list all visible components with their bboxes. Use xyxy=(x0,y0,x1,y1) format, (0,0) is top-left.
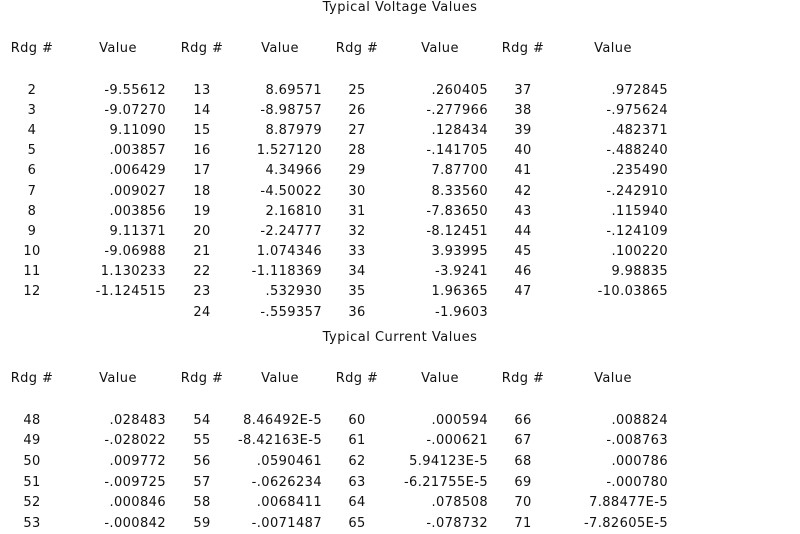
header-value: Value xyxy=(421,370,459,386)
reading-value: -1.9603 xyxy=(435,304,488,320)
reading-number: 3 xyxy=(27,102,37,118)
reading-number: 8 xyxy=(27,203,37,219)
reading-number: 23 xyxy=(193,284,211,300)
spacer-row xyxy=(0,388,674,410)
reading-number: 33 xyxy=(348,244,366,260)
reading-number: 15 xyxy=(193,122,211,138)
reading-value: -3.9241 xyxy=(435,264,488,280)
reading-value: 8.46492E-5 xyxy=(243,412,322,428)
reading-number xyxy=(494,302,552,322)
reading-number: 59 xyxy=(193,515,211,531)
reading-value: 2.16810 xyxy=(265,203,322,219)
reading-number: 37 xyxy=(514,82,532,98)
reading-value: .028483 xyxy=(109,412,166,428)
table-row xyxy=(0,120,674,140)
table-row xyxy=(0,282,674,302)
reading-value: -7.83650 xyxy=(426,203,488,219)
table-row xyxy=(0,302,674,322)
reading-number: 16 xyxy=(193,143,211,159)
table-row xyxy=(0,262,674,282)
reading-number: 48 xyxy=(23,412,41,428)
reading-number: 40 xyxy=(514,143,532,159)
reading-number: 60 xyxy=(348,412,366,428)
reading-value: -9.55612 xyxy=(104,82,166,98)
reading-value: -2.24777 xyxy=(260,223,322,239)
reading-number xyxy=(0,302,64,322)
reading-number: 24 xyxy=(193,304,211,320)
reading-value: 1.130233 xyxy=(100,264,166,280)
reading-value: -.488240 xyxy=(606,143,668,159)
header-value: Value xyxy=(421,40,459,56)
reading-number: 36 xyxy=(348,304,366,320)
reading-number: 11 xyxy=(23,264,41,280)
reading-number: 38 xyxy=(514,102,532,118)
reading-value: 7.87700 xyxy=(431,163,488,179)
reading-value: .009027 xyxy=(109,183,166,199)
reading-value: -.078732 xyxy=(426,515,488,531)
reading-value: .972845 xyxy=(611,82,668,98)
reading-number: 61 xyxy=(348,433,366,449)
table-row xyxy=(0,513,674,534)
reading-number: 7 xyxy=(27,183,37,199)
reading-number: 35 xyxy=(348,284,366,300)
reading-number: 63 xyxy=(348,474,366,490)
reading-value: -.000780 xyxy=(606,474,668,490)
reading-number: 39 xyxy=(514,122,532,138)
reading-number: 22 xyxy=(193,264,211,280)
reading-number: 71 xyxy=(514,515,532,531)
reading-value: -.000621 xyxy=(426,433,488,449)
table-row xyxy=(0,492,674,513)
reading-value: 1.074346 xyxy=(256,244,322,260)
reading-value: 8.33560 xyxy=(431,183,488,199)
reading-value: -9.07270 xyxy=(104,102,166,118)
reading-value: 7.88477E-5 xyxy=(589,495,668,511)
table-row xyxy=(0,242,674,262)
reading-number: 26 xyxy=(348,102,366,118)
reading-value xyxy=(552,302,674,322)
reading-number: 4 xyxy=(27,122,37,138)
reading-value: -4.50022 xyxy=(260,183,322,199)
reading-number: 6 xyxy=(27,163,37,179)
table-row xyxy=(0,80,674,100)
reading-number: 10 xyxy=(23,244,41,260)
header-rdg: Rdg # xyxy=(335,40,379,56)
reading-value: -.124109 xyxy=(606,223,668,239)
reading-value: -.028022 xyxy=(104,433,166,449)
reading-number: 54 xyxy=(193,412,211,428)
current-table xyxy=(0,368,674,534)
reading-number: 51 xyxy=(23,474,41,490)
reading-number: 32 xyxy=(348,223,366,239)
header-value: Value xyxy=(261,370,299,386)
table-row xyxy=(0,100,674,120)
current-section-title: Typical Current Values xyxy=(322,330,478,345)
reading-number: 28 xyxy=(348,143,366,159)
reading-value: .000846 xyxy=(109,495,166,511)
reading-number: 64 xyxy=(348,495,366,511)
reading-value: .000594 xyxy=(431,412,488,428)
reading-number: 62 xyxy=(348,453,366,469)
reading-number: 49 xyxy=(23,433,41,449)
reading-value: -.141705 xyxy=(426,143,488,159)
reading-number: 50 xyxy=(23,453,41,469)
reading-value: -.0626234 xyxy=(251,474,322,490)
header-rdg: Rdg # xyxy=(180,370,224,386)
reading-value xyxy=(64,302,172,322)
reading-number: 42 xyxy=(514,183,532,199)
reading-value: 8.69571 xyxy=(265,82,322,98)
reading-value: 4.34966 xyxy=(265,163,322,179)
table-row xyxy=(0,141,674,161)
reading-value: -.0071487 xyxy=(251,515,322,531)
header-rdg: Rdg # xyxy=(180,40,224,56)
reading-number: 14 xyxy=(193,102,211,118)
reading-value: .128434 xyxy=(431,122,488,138)
header-value: Value xyxy=(99,370,137,386)
header-rdg: Rdg # xyxy=(10,40,54,56)
reading-number: 43 xyxy=(514,203,532,219)
header-rdg: Rdg # xyxy=(10,370,54,386)
reading-number: 46 xyxy=(514,264,532,280)
reading-value: 9.11371 xyxy=(109,223,166,239)
voltage-section-title: Typical Voltage Values xyxy=(322,0,478,15)
reading-number: 2 xyxy=(27,82,37,98)
reading-value: .0068411 xyxy=(256,495,322,511)
reading-number: 18 xyxy=(193,183,211,199)
reading-number: 27 xyxy=(348,122,366,138)
reading-number: 31 xyxy=(348,203,366,219)
reading-number: 13 xyxy=(193,82,211,98)
reading-value: .115940 xyxy=(611,203,668,219)
reading-number: 56 xyxy=(193,453,211,469)
reading-value: .009772 xyxy=(109,453,166,469)
reading-number: 17 xyxy=(193,163,211,179)
reading-number: 68 xyxy=(514,453,532,469)
header-value: Value xyxy=(99,40,137,56)
reading-number: 12 xyxy=(23,284,41,300)
reading-number: 25 xyxy=(348,82,366,98)
reading-value: .003856 xyxy=(109,203,166,219)
reading-number: 70 xyxy=(514,495,532,511)
reading-value: -1.118369 xyxy=(251,264,322,280)
reading-value: .235490 xyxy=(611,163,668,179)
reading-value: 5.94123E-5 xyxy=(409,453,488,469)
header-row xyxy=(0,368,674,388)
reading-value: -.559357 xyxy=(260,304,322,320)
header-value: Value xyxy=(261,40,299,56)
reading-number: 58 xyxy=(193,495,211,511)
reading-value: .008824 xyxy=(611,412,668,428)
reading-value: 9.11090 xyxy=(109,122,166,138)
reading-number: 41 xyxy=(514,163,532,179)
reading-value: -7.82605E-5 xyxy=(583,515,668,531)
reading-value: 3.93995 xyxy=(431,244,488,260)
spacer-row xyxy=(0,58,674,80)
reading-value: 8.87979 xyxy=(265,122,322,138)
reading-value: -.008763 xyxy=(606,433,668,449)
reading-number: 53 xyxy=(23,515,41,531)
reading-value: -6.21755E-5 xyxy=(403,474,488,490)
reading-number: 29 xyxy=(348,163,366,179)
reading-value: .003857 xyxy=(109,143,166,159)
reading-value: -.000842 xyxy=(104,515,166,531)
reading-value: .532930 xyxy=(265,284,322,300)
header-row xyxy=(0,38,674,58)
reading-number: 44 xyxy=(514,223,532,239)
reading-value: 1.96365 xyxy=(431,284,488,300)
reading-number: 19 xyxy=(193,203,211,219)
reading-value: -9.06988 xyxy=(104,244,166,260)
reading-value: .100220 xyxy=(611,244,668,260)
reading-value: -8.42163E-5 xyxy=(237,433,322,449)
reading-number: 67 xyxy=(514,433,532,449)
table-row xyxy=(0,221,674,241)
reading-value: .260405 xyxy=(431,82,488,98)
reading-number: 55 xyxy=(193,433,211,449)
reading-value: .000786 xyxy=(611,453,668,469)
header-value: Value xyxy=(594,370,632,386)
table-row xyxy=(0,161,674,181)
table-row xyxy=(0,181,674,201)
reading-value: -10.03865 xyxy=(597,284,668,300)
reading-value: -.009725 xyxy=(104,474,166,490)
reading-value: -8.12451 xyxy=(426,223,488,239)
reading-number: 69 xyxy=(514,474,532,490)
reading-value: 9.98835 xyxy=(611,264,668,280)
reading-number: 34 xyxy=(348,264,366,280)
reading-value: -.277966 xyxy=(426,102,488,118)
reading-number: 45 xyxy=(514,244,532,260)
reading-number: 9 xyxy=(27,223,37,239)
reading-value: -1.124515 xyxy=(95,284,166,300)
header-rdg: Rdg # xyxy=(501,370,545,386)
reading-value: -.975624 xyxy=(606,102,668,118)
reading-value: .006429 xyxy=(109,163,166,179)
header-value: Value xyxy=(594,40,632,56)
header-rdg: Rdg # xyxy=(335,370,379,386)
table-row xyxy=(0,201,674,221)
reading-number: 66 xyxy=(514,412,532,428)
reading-number: 5 xyxy=(27,143,37,159)
reading-number: 52 xyxy=(23,495,41,511)
table-row xyxy=(0,431,674,452)
reading-value: .0590461 xyxy=(256,453,322,469)
table-row xyxy=(0,472,674,493)
table-row xyxy=(0,451,674,472)
reading-value: .482371 xyxy=(611,122,668,138)
header-rdg: Rdg # xyxy=(501,40,545,56)
reading-value: -.242910 xyxy=(606,183,668,199)
reading-value: 1.527120 xyxy=(256,143,322,159)
reading-number: 65 xyxy=(348,515,366,531)
voltage-table xyxy=(0,38,674,322)
reading-number: 30 xyxy=(348,183,366,199)
reading-number: 20 xyxy=(193,223,211,239)
reading-number: 57 xyxy=(193,474,211,490)
reading-value: -8.98757 xyxy=(260,102,322,118)
reading-number: 47 xyxy=(514,284,532,300)
table-row xyxy=(0,410,674,431)
reading-number: 21 xyxy=(193,244,211,260)
reading-value: .078508 xyxy=(431,495,488,511)
